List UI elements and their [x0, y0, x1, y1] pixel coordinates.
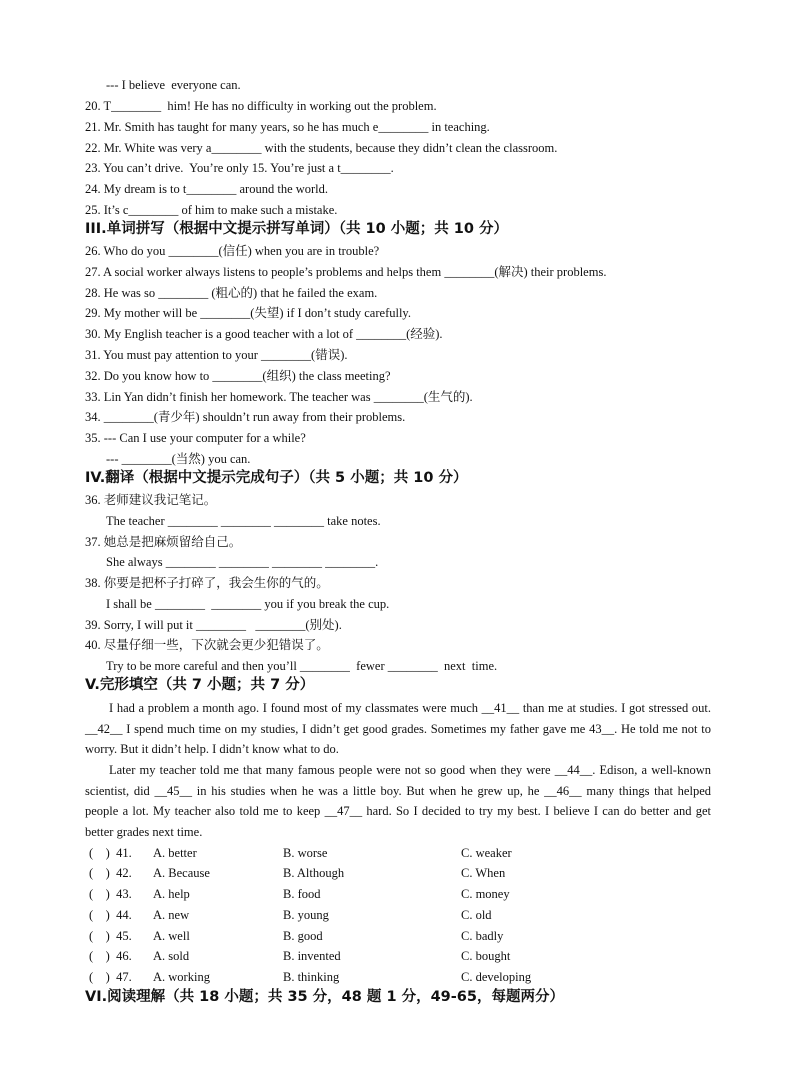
option-number: ( ) 43. [89, 887, 132, 901]
option-number: ( ) 42. [89, 866, 132, 880]
section-6-title: VI.阅读理解（共 18 小题；共 35 分，48 题 1 分，49-65，每题两分） [85, 989, 564, 1005]
section-4-title: IV.翻译（根据中文提示完成句子）（共 5 小题；共 10 分） [85, 470, 468, 486]
option-c: C. bought [461, 949, 511, 963]
option-b: B. good [283, 929, 323, 943]
question-39: 39. Sorry, I will put it ________ ________(别处). [85, 618, 342, 632]
option-number: ( ) 41. [89, 846, 132, 860]
question-38-answer: I shall be ________ ________ you if you break the cup. [106, 597, 390, 611]
question-36: 36. 老师建议我记笔记。 [85, 493, 217, 507]
question-31: 31. You must pay attention to your ________(错误). [85, 348, 348, 362]
question-29: 29. My mother will be ________(失望) if I don’t study carefully. [85, 306, 411, 320]
question-35-answer: --- ________(当然) you can. [106, 452, 251, 466]
question-38: 38. 你要是把杯子打碎了，我会生你的气的。 [85, 576, 329, 590]
option-b: B. Although [283, 866, 345, 880]
option-c: C. money [461, 887, 510, 901]
answer-line: --- I believe everyone can. [106, 78, 241, 92]
option-b: B. young [283, 908, 329, 922]
option-b: B. worse [283, 846, 328, 860]
option-c: C. badly [461, 929, 504, 943]
option-b: B. food [283, 887, 321, 901]
option-c: C. weaker [461, 846, 512, 860]
section-5-title: V.完形填空（共 7 小题；共 7 分） [85, 677, 315, 693]
option-c: C. When [461, 866, 506, 880]
option-c: C. old [461, 908, 492, 922]
question-33: 33. Lin Yan didn’t finish her homework. The teacher was ________(生气的). [85, 390, 473, 404]
cloze-paragraph-2: Later my teacher told me that many famous people were not so good when they were __44__. Edison, a well-known scientist, did __45__ in his studies when he was a little boy. But when he grew up, he __46__ many things that helped people a lot. My teacher also told me to keep __47__ hard. So I decided to try my best. I believe I can do better and get better grades next time. [85, 763, 711, 840]
option-b: B. thinking [283, 970, 340, 984]
question-37: 37. 她总是把麻烦留给自己。 [85, 535, 242, 549]
option-number: ( ) 44. [89, 908, 132, 922]
question-25: 25. It’s c________ of him to make such a mistake. [85, 203, 338, 217]
option-number: ( ) 45. [89, 929, 132, 943]
option-a: A. better [153, 846, 197, 860]
question-36-answer: The teacher ________ ________ ________ take notes. [106, 514, 381, 528]
question-40: 40. 尽量仔细一些，下次就会更少犯错误了。 [85, 638, 329, 652]
option-number: ( ) 46. [89, 949, 132, 963]
question-21: 21. Mr. Smith has taught for many years, so he has much e________ in teaching. [85, 120, 490, 134]
question-30: 30. My English teacher is a good teacher with a lot of ________(经验). [85, 327, 443, 341]
cloze-paragraph-1: I had a problem a month ago. I found most of my classmates were much __41__ than me at studies. I got stressed out. __42__ I spend much time on my studies, I didn’t get good grades. Sometimes my father gave me 43__. He told me not to worry. But it didn’t help. I didn’t know what to do. [85, 701, 711, 757]
question-37-answer: She always ________ ________ ________ ________. [106, 555, 379, 569]
option-a: A. sold [153, 949, 190, 963]
question-27: 27. A social worker always listens to people’s problems and helps them ________(解决) their problems. [85, 265, 607, 279]
question-24: 24. My dream is to t________ around the world. [85, 182, 329, 196]
option-a: A. working [153, 970, 210, 984]
question-35: 35. --- Can I use your computer for a while? [85, 431, 306, 445]
option-c: C. developing [461, 970, 532, 984]
option-a: A. Because [153, 866, 210, 880]
option-a: A. help [153, 887, 190, 901]
question-40-answer: Try to be more careful and then you’ll ________ fewer ________ next time. [106, 659, 498, 673]
question-20: 20. T________ him! He has no difficulty in working out the problem. [85, 99, 437, 113]
question-28: 28. He was so ________ (粗心的) that he failed the exam. [85, 286, 378, 300]
question-32: 32. Do you know how to ________(组织) the class meeting? [85, 369, 391, 383]
question-34: 34. ________(青少年) shouldn’t run away from their problems. [85, 410, 406, 424]
option-a: A. well [153, 929, 190, 943]
option-number: ( ) 47. [89, 970, 132, 984]
section-3-title: III.单词拼写（根据中文提示拼写单词）（共 10 小题；共 10 分） [85, 221, 508, 237]
question-26: 26. Who do you ________(信任) when you are in trouble? [85, 244, 380, 258]
question-22: 22. Mr. White was very a________ with the students, because they didn’t clean the classroom. [85, 141, 558, 155]
question-23: 23. You can’t drive. You’re only 15. You’re just a t________. [85, 161, 394, 175]
option-b: B. invented [283, 949, 341, 963]
option-a: A. new [153, 908, 190, 922]
